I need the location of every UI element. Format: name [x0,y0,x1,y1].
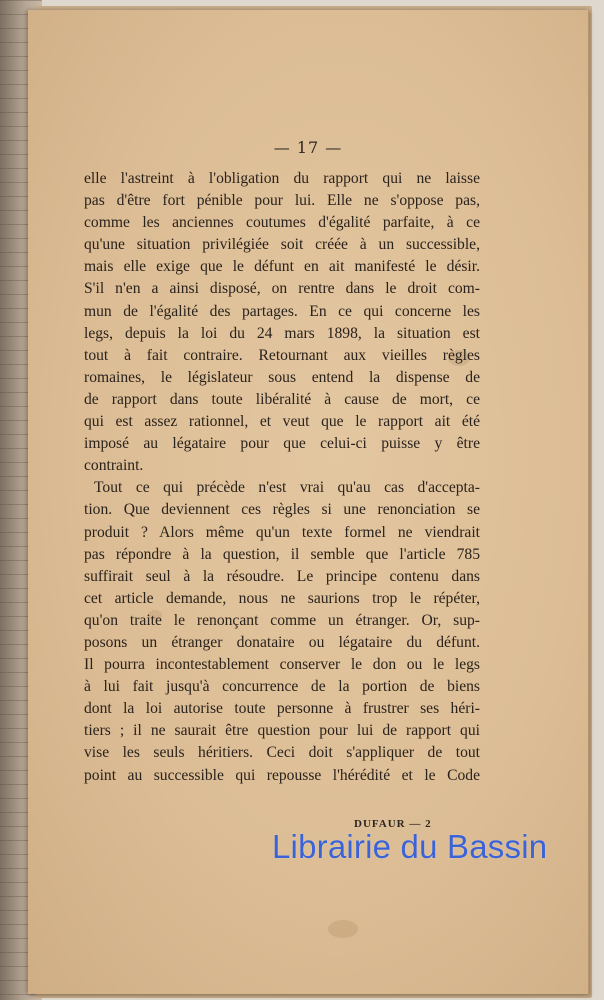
text-line: imposé au légataire pour que celui-ci puisse y être [84,435,480,453]
signature-mark: DUFAUR — 2 [354,818,432,830]
text-line: pas d'être fort pénible pour lui. Elle ne s'oppose pas, [84,192,480,210]
foxing-stain [328,920,358,938]
page-number: — 17 — [273,138,343,157]
text-line: tiers ; il ne saurait être question pour lui de rapport qui [84,722,480,740]
text-line: dont la loi autorise toute personne à frustrer ses héri- [84,700,480,718]
body-text [84,168,480,787]
text-line: S'il n'en a ainsi disposé, on rentre dans le droit com- [84,280,480,298]
text-line: point au successible qui repousse l'hérédité et le Code [84,766,480,784]
text-line: qu'une situation privilégiée soit créée à un successible, [84,236,480,254]
text-line: Tout ce qui précède n'est vrai qu'au cas d'accepta- [94,479,480,497]
text-line: comme les anciennes coutumes d'égalité parfaite, à ce [84,214,480,232]
text-line: tion. Que deviennent ces règles si une renonciation se [84,501,480,519]
text-line: romaines, le législateur sous entend la dispense de [84,368,480,386]
text-line: pas répondre à la question, il semble que l'article 785 [84,545,480,563]
text-line: vise les seuls héritiers. Ceci doit s'appliquer de tout [84,744,480,762]
text-line: mais elle exige que le défunt en ait manifesté le désir. [84,258,480,276]
watermark: Librairie du Bassin [272,828,548,865]
text-line: contraint. [84,457,144,475]
text-line: suffirait seul à la résoudre. Le principe contenu dans [84,567,480,585]
text-line: posons un étranger donataire ou légataire du défunt. [84,633,480,651]
text-line: Il pourra incontestablement conserver le don ou le legs [84,656,480,674]
text-line: cet article demande, nous ne saurions trop le répéter, [84,589,480,607]
text-line: qui est assez rationnel, et veut que le rapport ait été [84,413,480,431]
text-line: produit ? Alors même qu'un texte formel ne viendrait [84,523,480,541]
text-line: legs, depuis la loi du 24 mars 1898, la situation est [84,324,480,342]
text-line: elle l'astreint à l'obligation du rapport qui ne laisse [84,170,480,187]
text-line: qu'on traite le renonçant comme un étranger. Or, sup- [84,611,480,629]
text-line: tout à fait contraire. Retournant aux vieilles règles [84,346,480,364]
text-line: de rapport dans toute libéralité à cause de mort, ce [84,390,480,408]
text-line: mun de l'égalité des partages. En ce qui concerne les [84,302,480,320]
text-line: à lui fait jusqu'à concurrence de la portion de biens [84,678,480,696]
